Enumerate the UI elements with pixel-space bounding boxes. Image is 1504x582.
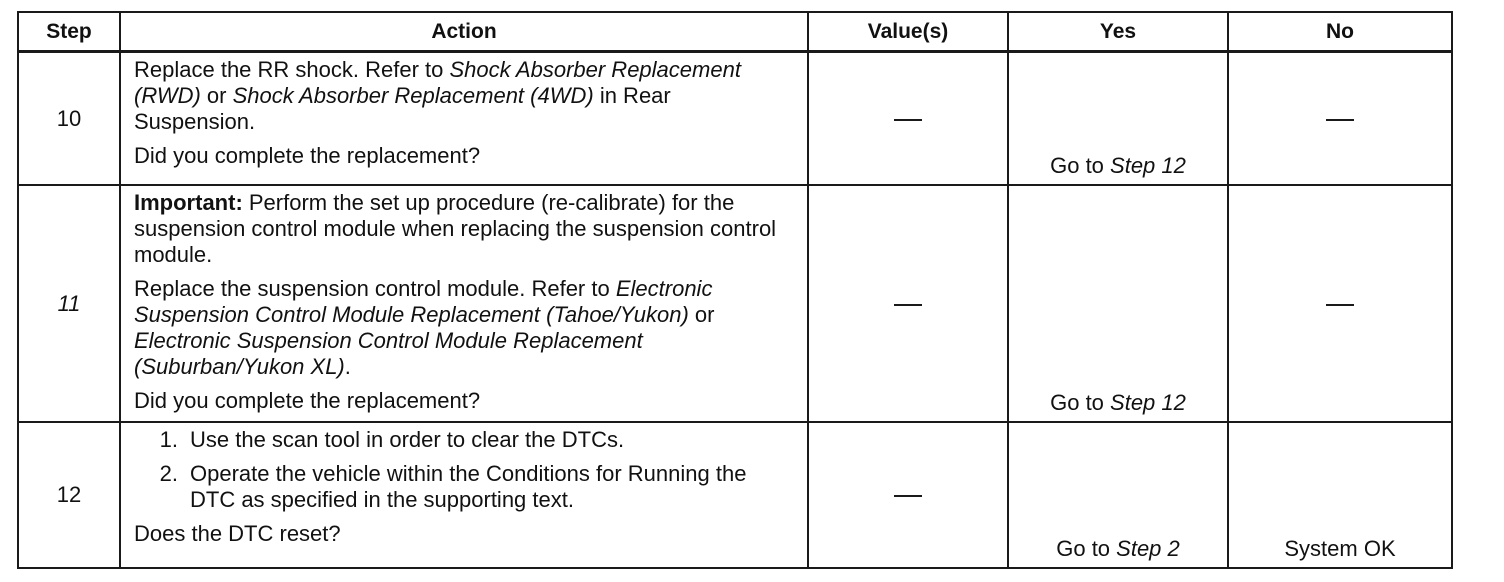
action-cell xyxy=(120,422,808,568)
table-row xyxy=(18,185,1452,422)
header-yes: Yes xyxy=(1008,12,1228,52)
action-cell xyxy=(120,52,808,186)
value-cell xyxy=(808,422,1008,568)
action-question: Did you complete the replacement? xyxy=(134,143,481,168)
table-row xyxy=(18,422,1452,568)
reference-link: Shock Absorber Replacement (RWD) xyxy=(134,57,741,108)
yes-cell: Go to Step 12 xyxy=(1008,52,1228,186)
header-step: Step xyxy=(18,12,120,52)
action-question: Did you complete the replacement? xyxy=(134,388,481,413)
action-cell xyxy=(120,185,808,422)
reference-link: Electronic Suspension Control Module Replacement (Tahoe/Yukon) xyxy=(134,276,713,327)
important-note: Important: Perform the set up procedure (re-calibrate) for the suspension control module when replacing the suspension control module. xyxy=(134,190,777,267)
step-reference: Step 12 xyxy=(1110,153,1186,178)
reference-link: Electronic Suspension Control Module Replacement (Suburban/Yukon XL) xyxy=(134,328,643,379)
diagnostic-table xyxy=(17,11,1453,569)
step-number: 12 xyxy=(18,422,120,568)
step-number: 10 xyxy=(18,52,120,186)
no-dash xyxy=(1326,119,1354,121)
header-row xyxy=(18,12,1452,52)
step-reference: Step 12 xyxy=(1110,390,1186,415)
instruction-text: Replace the RR shock. Refer to xyxy=(134,57,450,82)
step-number: 11 xyxy=(18,185,120,422)
no-cell xyxy=(1228,185,1452,422)
value-dash xyxy=(894,495,922,497)
header-values: Value(s) xyxy=(808,12,1008,52)
header-no: No xyxy=(1228,12,1452,52)
step-reference: Step 2 xyxy=(1116,536,1180,561)
instruction-text: or xyxy=(200,83,233,108)
header-action: Action xyxy=(120,12,808,52)
list-item: 1. Use the scan tool in order to clear the DTCs. xyxy=(159,427,625,452)
value-dash xyxy=(894,304,922,306)
action-question: Does the DTC reset? xyxy=(134,521,341,546)
no-cell xyxy=(1228,52,1452,186)
no-cell: System OK xyxy=(1228,422,1452,568)
yes-cell: Go to Step 2 xyxy=(1008,422,1228,568)
table-row xyxy=(18,52,1452,186)
instruction-text: in Rear Suspension. xyxy=(134,83,671,134)
yes-cell: Go to Step 12 xyxy=(1008,185,1228,422)
value-dash xyxy=(894,119,922,121)
value-cell xyxy=(808,185,1008,422)
value-cell xyxy=(808,52,1008,186)
action-instruction xyxy=(134,57,793,135)
list-item: 2. Operate the vehicle within the Conditions for Running the DTC as specified in the supporting text. xyxy=(159,461,747,512)
important-label: Important: xyxy=(134,190,243,215)
no-dash xyxy=(1326,304,1354,306)
action-instruction: Replace the suspension control module. Refer to Electronic Suspension Control Module Replacement (Tahoe/Yukon) or Electronic Suspension Control Module Replacement (Suburban/Yukon XL). xyxy=(134,276,715,379)
reference-link: Shock Absorber Replacement (4WD) xyxy=(232,83,594,108)
